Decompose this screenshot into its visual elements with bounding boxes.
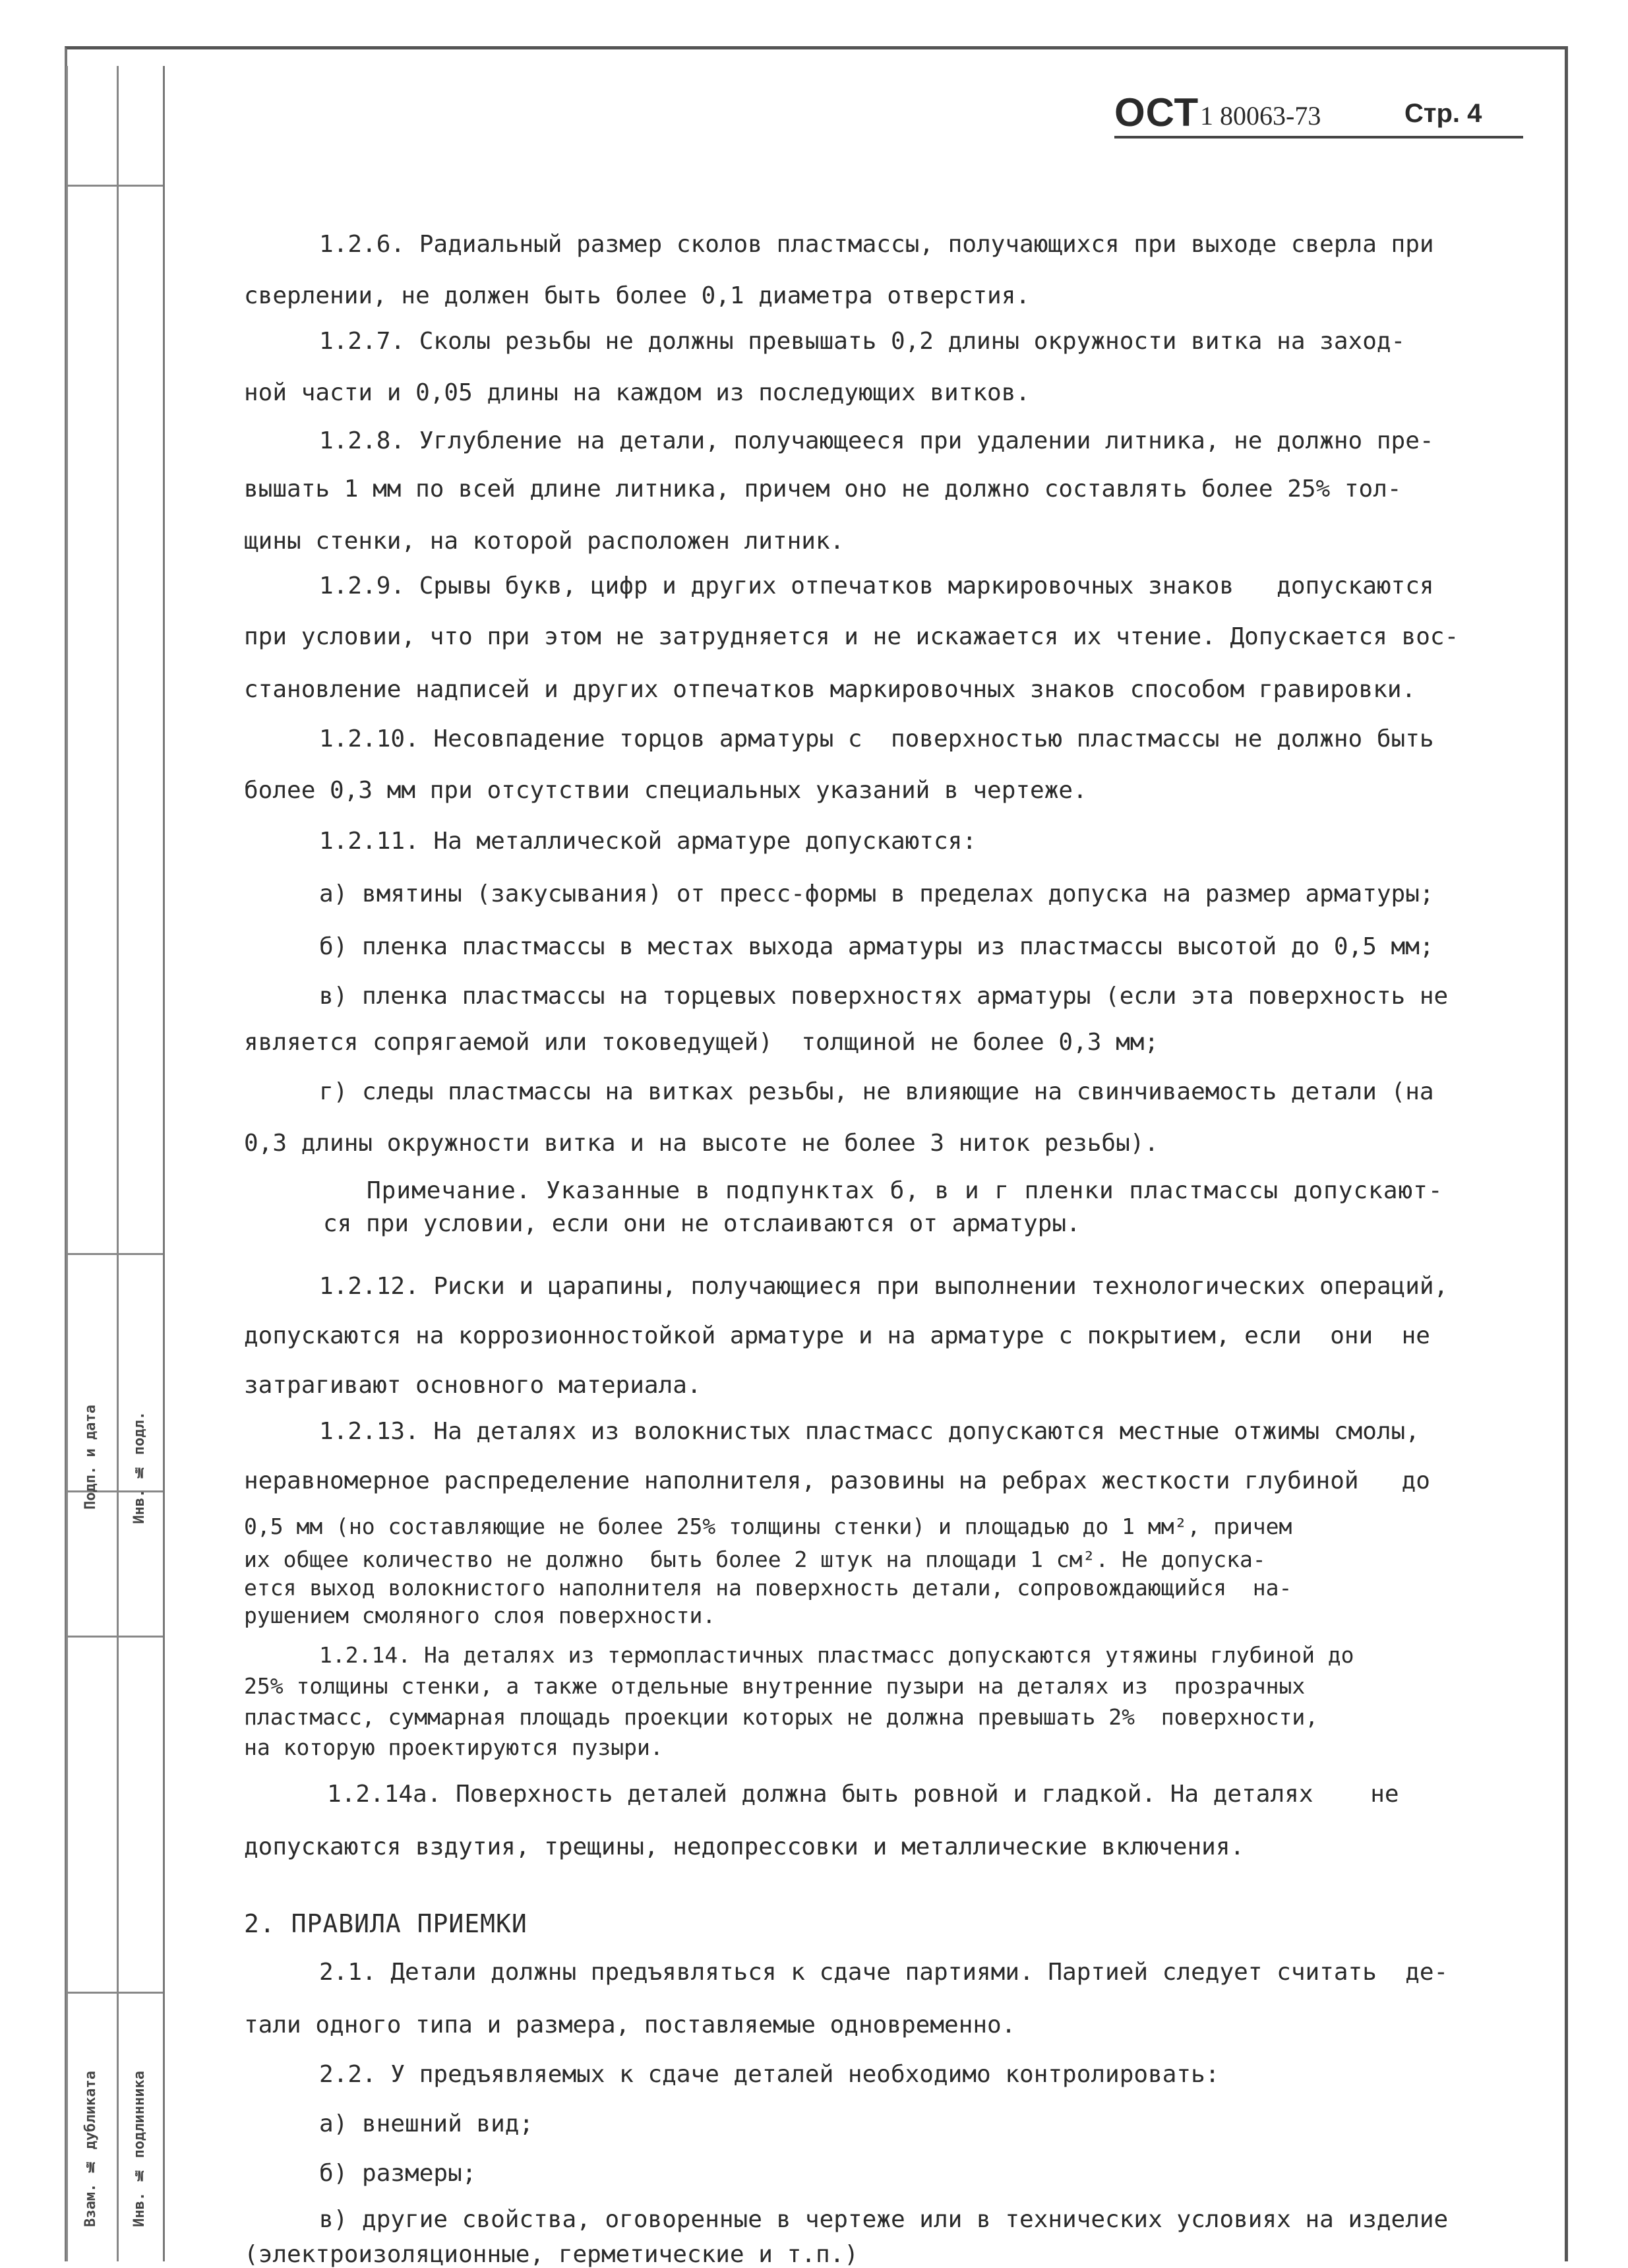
text-line: становление надписей и других отпечатков маркировочных знаков способом гравировки.: [244, 676, 1416, 703]
ost-mark: ОСТ: [1114, 90, 1199, 135]
text-line: 2.1. Детали должны предъявляться к сдаче партиями. Партией следует считать де-: [319, 1959, 1449, 1986]
text-line: 1.2.9. Срывы букв, цифр и других отпечатков маркировочных знаков допускаются: [319, 572, 1434, 599]
text-line: 25% толщины стенки, а также отдельные внутренние пузыри на деталях из прозрачных: [244, 1673, 1306, 1699]
text-line: неравномерное распределение наполнителя, разовины на ребрах жесткости глубиной до: [244, 1467, 1430, 1494]
text-line: является сопрягаемой или токоведущей) толщиной не более 0,3 мм;: [244, 1029, 1159, 1056]
note-line: ся при условии, если они не отслаиваются от арматуры.: [323, 1210, 1081, 1237]
text-line: 0,5 мм (но составляющие не более 25% толщины стенки) и площадью до 1 мм², причем: [244, 1514, 1292, 1539]
text-line: (электроизоляционные, герметические и т.п.): [244, 2241, 859, 2268]
side-stamp-strip: [66, 66, 165, 2261]
note-line: Примечание. Указанные в подпунктах б, в и г пленки пластмассы допускают-: [367, 1177, 1443, 1204]
text-line: г) следы пластмассы на витках резьбы, не влияющие на свинчиваемость детали (на: [319, 1078, 1434, 1105]
text-line: щины стенки, на которой расположен литник.: [244, 528, 845, 555]
text-line: вышать 1 мм по всей длине литника, причем оно не должно составлять более 25% тол-: [244, 475, 1402, 503]
text-line: а) вмятины (закусывания) от пресс-формы в пределах допуска на размер арматуры;: [319, 880, 1434, 907]
text-line: 1.2.14. На деталях из термопластичных пластмасс допускаются утяжины глубиной до: [319, 1642, 1354, 1668]
text-line: затрагивают основного материала.: [244, 1372, 702, 1399]
text-line: ной части и 0,05 длины на каждом из последующих витков.: [244, 379, 1031, 406]
text-line: 0,3 длины окружности витка и на высоте не более 3 ниток резьбы).: [244, 1130, 1159, 1157]
document-header: [1114, 92, 1523, 138]
text-line: 2.2. У предъявляемых к сдаче деталей необходимо контролировать:: [319, 2061, 1220, 2088]
text-line: 1.2.13. На деталях из волокнистых пластмасс допускаются местные отжимы смолы,: [319, 1418, 1420, 1445]
text-line: их общее количество не должно быть более 2 штук на площади 1 см². Не допуска-: [244, 1547, 1266, 1572]
text-line: рушением смоляного слоя поверхности.: [244, 1603, 716, 1628]
side-label-orig-no: Инв. № подлинника: [131, 2071, 148, 2227]
text-line: допускаются вздутия, трещины, недопрессовки и металлические включения.: [244, 1833, 1245, 1860]
text-line: ется выход волокнистого наполнителя на поверхность детали, сопровождающийся на-: [244, 1575, 1292, 1601]
text-line: 1.2.10. Несовпадение торцов арматуры с поверхностью пластмассы не должно быть: [319, 725, 1434, 752]
text-line: пластмасс, суммарная площадь проекции которых не должна превышать 2% поверхности,: [244, 1704, 1319, 1730]
section-heading: 2. ПРАВИЛА ПРИЕМКИ: [244, 1909, 528, 1938]
text-line: тали одного типа и размера, поставляемые одновременно.: [244, 2011, 1016, 2038]
text-line: в) пленка пластмассы на торцевых поверхностях арматуры (если эта поверхность не: [319, 983, 1449, 1010]
text-line: допускаются на коррозионностойкой арматуре и на арматуре с покрытием, если они не: [244, 1322, 1430, 1349]
text-line: на которую проектируются пузыри.: [244, 1734, 663, 1760]
text-line: б) размеры;: [319, 2160, 477, 2187]
text-line: а) внешний вид;: [319, 2110, 534, 2137]
text-line: сверлении, не должен быть более 0,1 диаметра отверстия.: [244, 282, 1031, 309]
side-label-dup-no: Взам. № дубликата: [82, 2071, 99, 2227]
text-line: б) пленка пластмассы в местах выхода арматуры из пластмассы высотой до 0,5 мм;: [319, 933, 1434, 960]
page-number: Стр. 4: [1404, 99, 1482, 128]
side-label-inv-orig: Инв. № подл.: [131, 1411, 148, 1524]
text-line: 1.2.6. Радиальный размер сколов пластмассы, получающихся при выходе сверла при: [319, 231, 1434, 258]
text-line: 1.2.12. Риски и царапины, получающиеся при выполнении технологических операций,: [319, 1273, 1449, 1300]
text-line: 1.2.7. Сколы резьбы не должны превышать 0,2 длины окружности витка на заход-: [319, 328, 1406, 355]
side-label-sign-date: Подп. и дата: [82, 1405, 99, 1510]
text-line: при условии, что при этом не затрудняется и не искажается их чтение. Допускается вос-: [244, 623, 1459, 650]
text-line: более 0,3 мм при отсутствии специальных указаний в чертеже.: [244, 777, 1087, 804]
text-line: 1.2.11. На металлической арматуре допускаются:: [319, 828, 977, 855]
text-line: 1.2.8. Углубление на детали, получающееся при удалении литника, не должно пре-: [319, 427, 1434, 454]
standard-number: 1 80063-73: [1200, 101, 1321, 131]
text-line: 1.2.14а. Поверхность деталей должна быть ровной и гладкой. На деталях не: [327, 1781, 1399, 1808]
text-line: в) другие свойства, оговоренные в чертеже или в технических условиях на изделие: [319, 2206, 1449, 2233]
